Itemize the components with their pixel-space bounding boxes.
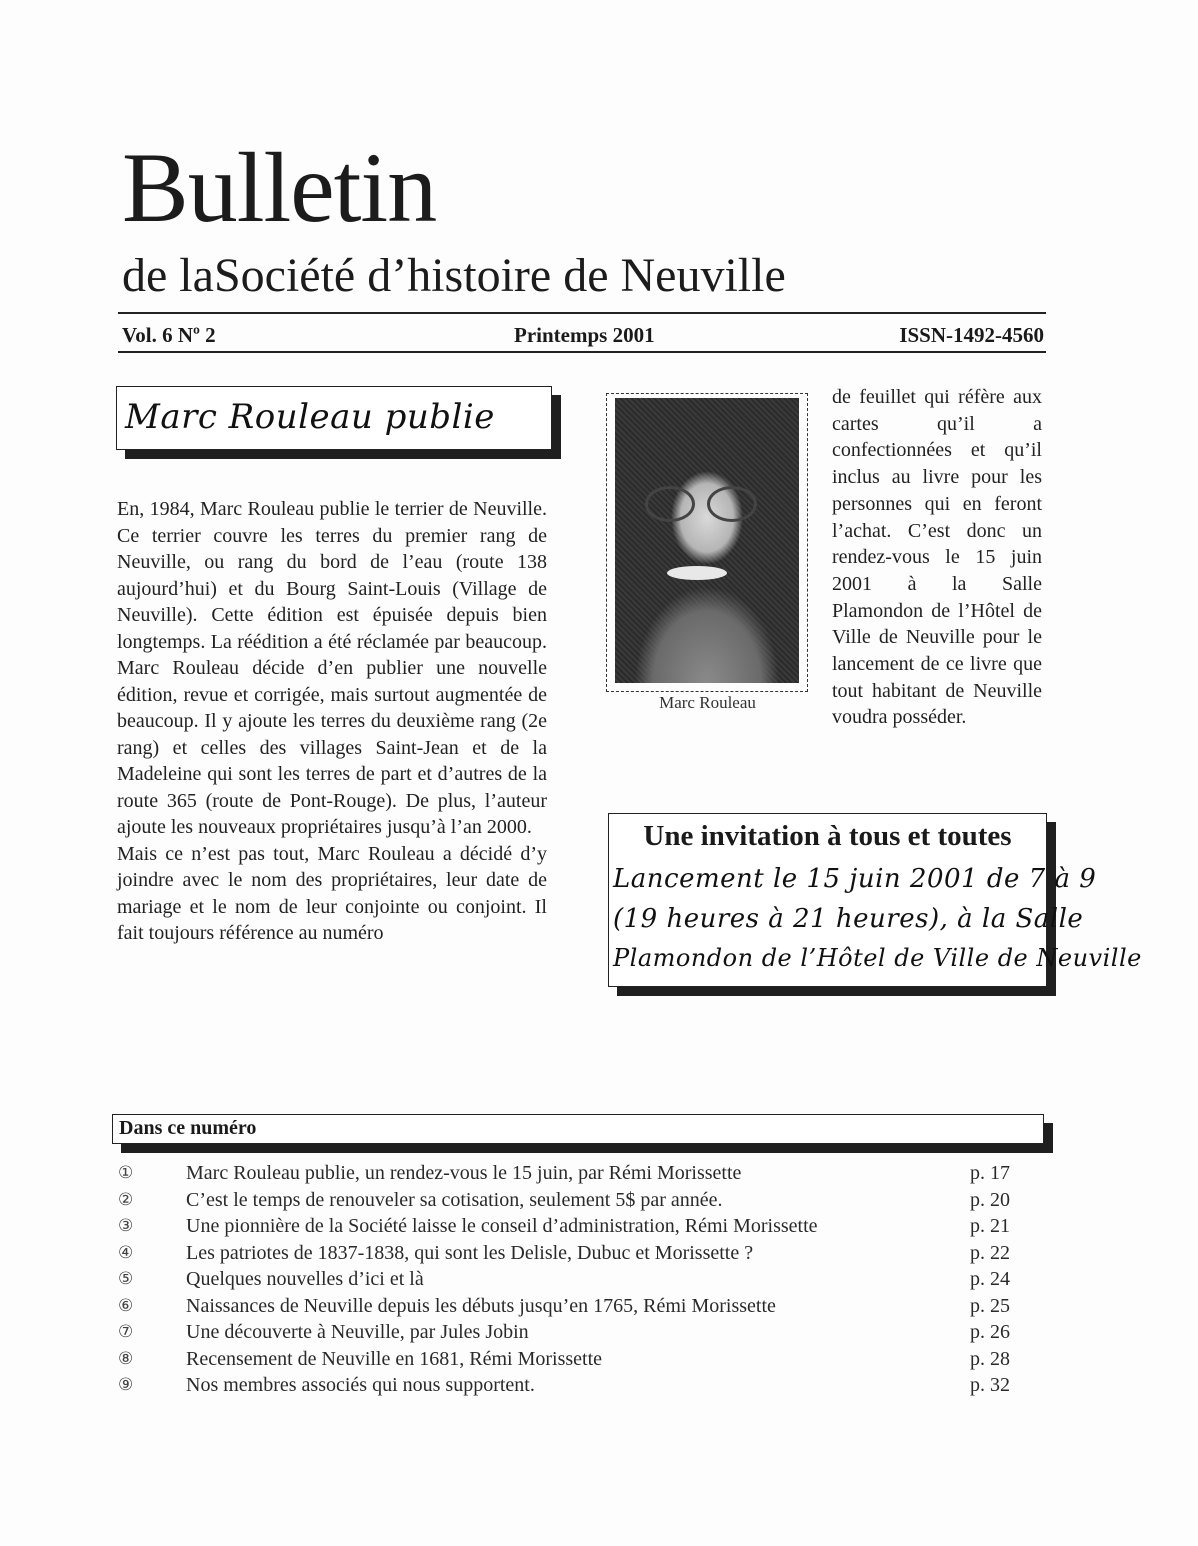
invitation-line: Lancement le 15 juin 2001 de 7 à 9 (613, 864, 1097, 894)
toc-item-page: p. 22 (970, 1241, 1010, 1264)
portrait-photo (615, 398, 799, 683)
toc-item-number: ③ (118, 1216, 134, 1236)
toc-item-page: p. 21 (970, 1215, 1010, 1237)
toc-item-title: Nos membres associés qui nous supportent. (186, 1374, 535, 1396)
toc-item[interactable] (118, 1160, 1018, 1187)
glasses-left-lens (645, 486, 695, 522)
toc-item-page: p. 17 (970, 1162, 1010, 1184)
toc-item-page: p. 20 (970, 1188, 1010, 1211)
toc-item-number: ⑥ (118, 1295, 134, 1316)
masthead-rule-bottom (118, 351, 1046, 353)
toc-item-title: Une pionnière de la Société laisse le conseil d’administration, Rémi Morissette (186, 1215, 818, 1237)
toc-item[interactable] (118, 1213, 1018, 1240)
article-paragraph: Mais ce n’est pas tout, Marc Rouleau a décidé d’y joindre avec le nom des propriétaires, leur date de mariage et le nom de leur conjointe ou conjoint. Il fait toujours référence au numéro (117, 842, 547, 944)
toc-item[interactable] (118, 1187, 1018, 1214)
toc-item[interactable] (118, 1319, 1018, 1346)
toc-item-page: p. 28 (970, 1347, 1010, 1370)
toc-item-number: ⑦ (118, 1322, 134, 1342)
toc-heading: Dans ce numéro (119, 1117, 257, 1139)
article-paragraph: En, 1984, Marc Rouleau publie le terrier de Neuville. Ce terrier couvre les terres du premier rang de Neuville, ou rang du bord de l’eau (route 138 aujourd’hui) et du Bourg Saint-Louis (Village de Neuville). Cette édition est épuisée depuis bien longtemps. La réédition a été réclamée par beaucoup. Marc Rouleau décide d’en publier une nouvelle édition, revue et corrigée, mais surtout augmentée de beaucoup. Il y ajoute les terres du deuxième rang (2e rang) et celles des villages Saint-Jean et de la Madeleine qui sont les terres de part et d’autres de la route 365 (route de Pont-Rouge). De plus, l’auteur ajoute les nouveaux propriétaires jusqu’à l’an 2000. (117, 498, 547, 838)
toc-item-page: p. 32 (970, 1374, 1010, 1396)
toc-item-title: Les patriotes de 1837-1838, qui sont les Delisle, Dubuc et Morissette ? (186, 1241, 754, 1264)
article-heading-box (116, 386, 552, 450)
toc-item-number: ① (118, 1163, 134, 1183)
issue-meta-row (122, 320, 1044, 350)
invitation-line: Plamondon de l’Hôtel de Ville de Neuville (613, 944, 1142, 972)
bulletin-title: Bulletin (122, 132, 437, 243)
masthead-rule-top (118, 312, 1046, 314)
toc-item-page: p. 25 (970, 1294, 1010, 1317)
toc-item-page: p. 26 (970, 1321, 1010, 1343)
table-of-contents (118, 1160, 1018, 1399)
toc-item-title: Quelques nouvelles d’ici et là (186, 1268, 424, 1290)
toc-heading-box (112, 1114, 1044, 1144)
moustache (667, 566, 727, 580)
toc-item-title: Marc Rouleau publie, un rendez-vous le 15 juin, par Rémi Morissette (186, 1162, 742, 1184)
toc-item[interactable] (118, 1293, 1018, 1320)
article-body (117, 496, 547, 947)
invitation-box (608, 813, 1142, 987)
article-continuation: de feuillet qui réfère aux cartes qu’il a confectionnées et qu’il inclus au livre pour les personnes qui en feront l’achat. C’est donc un rendez-vous le 15 juin 2001 à la Salle Plamondon de l’Hôtel de Ville de Neuville pour le lancement de ce livre que tout habitant de Neuville voudra posséder. (832, 386, 1042, 729)
society-subtitle: de laSociété d’histoire de Neuville (122, 249, 786, 302)
photo-caption: Marc Rouleau (659, 693, 756, 712)
glasses-right-lens (707, 486, 757, 522)
invitation-title: Une invitation à tous et toutes (643, 820, 1012, 852)
toc-item-page: p. 24 (970, 1268, 1010, 1290)
issue-season: Printemps 2001 (514, 323, 655, 347)
invitation-line: (19 heures à 21 heures), à la Salle (613, 904, 1084, 934)
toc-item[interactable] (118, 1266, 1018, 1293)
toc-item-number: ⑨ (118, 1375, 134, 1395)
toc-item[interactable] (118, 1240, 1018, 1267)
toc-item-title: Naissances de Neuville depuis les débuts jusqu’en 1765, Rémi Morissette (186, 1294, 776, 1317)
toc-item-title: C’est le temps de renouveler sa cotisation, seulement 5$ par année. (186, 1188, 723, 1211)
toc-item-title: Recensement de Neuville en 1681, Rémi Morissette (186, 1347, 603, 1370)
toc-item-title: Une découverte à Neuville, par Jules Jobin (186, 1321, 529, 1343)
issn: ISSN-1492-4560 (899, 323, 1044, 347)
toc-item-number: ④ (118, 1242, 134, 1263)
volume-number: Vol. 6 Nº 2 (122, 323, 216, 347)
toc-item-number: ② (118, 1189, 134, 1210)
toc-item[interactable] (118, 1346, 1018, 1373)
toc-item[interactable] (118, 1372, 1018, 1399)
toc-item-number: ⑤ (118, 1269, 134, 1289)
toc-item-number: ⑧ (118, 1348, 134, 1369)
article-heading: Marc Rouleau publie (125, 397, 495, 437)
